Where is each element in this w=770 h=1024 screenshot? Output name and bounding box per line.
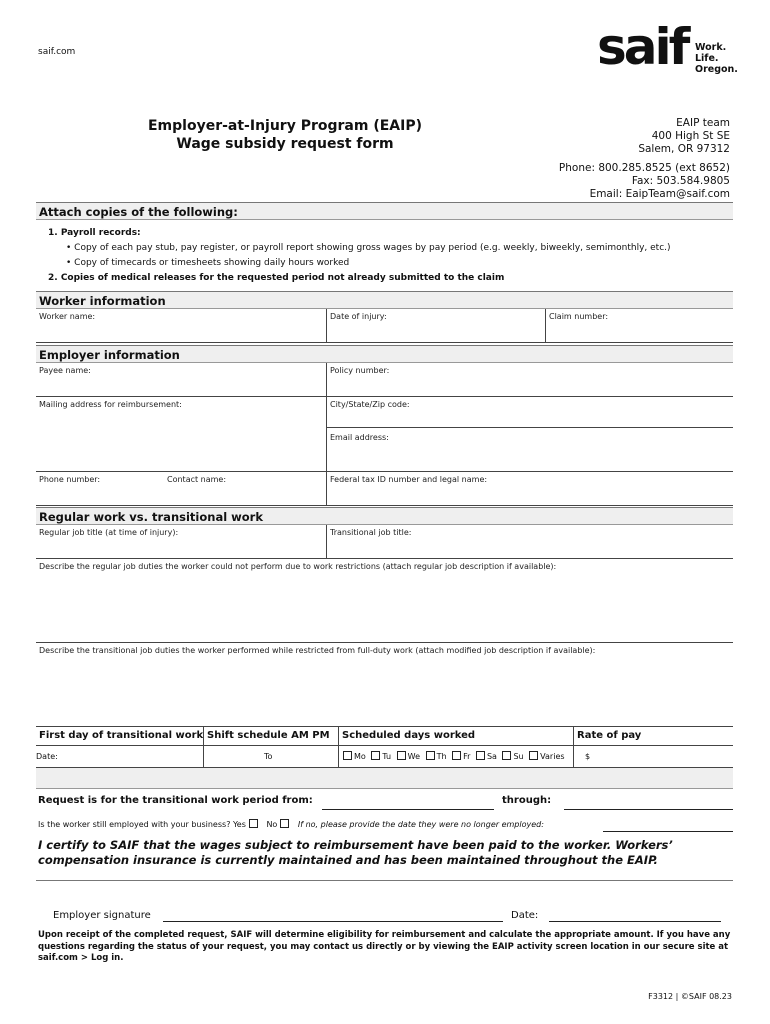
employer-row3[interactable] xyxy=(36,472,733,506)
employer-row1[interactable] xyxy=(36,363,733,397)
tagline-oregon: Oregon. xyxy=(695,64,738,75)
regular-duties-field[interactable] xyxy=(36,559,733,643)
checkbox-th[interactable] xyxy=(426,751,435,760)
attach-heading: Attach copies of the following: xyxy=(36,202,733,220)
address-line3: Salem, OR 97312 xyxy=(638,143,730,155)
regular-duties-label: Describe the regular job duties the worker could not perform due to work restrictions (attach regular job description if available): xyxy=(39,562,557,571)
signature-line[interactable] xyxy=(163,921,503,922)
address-line1: EAIP team xyxy=(676,117,730,129)
checkbox-we[interactable] xyxy=(397,751,406,760)
tax-id-label: Federal tax ID number and legal name: xyxy=(330,475,488,484)
signature-date-line[interactable] xyxy=(549,921,721,922)
policy-number-label: Policy number: xyxy=(330,366,390,375)
employer-row2[interactable] xyxy=(36,397,733,472)
request-through-label: through: xyxy=(502,795,552,806)
title-line2: Wage subsidy request form xyxy=(176,136,394,152)
work-heading: Regular work vs. transitional work xyxy=(36,507,733,525)
checkbox-no[interactable] xyxy=(280,819,289,828)
worker-name-label: Worker name: xyxy=(39,312,96,321)
schedule-table-header xyxy=(36,726,733,746)
request-from-label: Request is for the transitional work period from: xyxy=(38,795,313,806)
schedule-table-row[interactable] xyxy=(36,746,733,768)
form-id: F3312 | ©SAIF 08.23 xyxy=(648,992,732,1001)
contact-email: Email: EaipTeam@saif.com xyxy=(589,188,730,200)
title-line1: Employer-at-Injury Program (EAIP) xyxy=(147,118,422,134)
worker-heading: Worker information xyxy=(36,291,733,309)
col-rate-of-pay: Rate of pay xyxy=(577,730,642,741)
request-from-line[interactable] xyxy=(322,809,494,810)
worker-row[interactable] xyxy=(36,309,733,343)
signature-label: Employer signature xyxy=(53,910,151,921)
footer-text: Upon receipt of the completed request, SAIF will determine eligibility for reimbursement and calculate the appropriate amount. If you have any questions regarding the status of your request, you may contact us directly or by viewing the EAIP activity screen location in our secure site at saif.com > Log in. xyxy=(38,930,731,963)
dollar-sign: $ xyxy=(585,752,591,761)
logo-word: saif xyxy=(597,18,688,76)
to-label: To xyxy=(264,752,273,761)
table-spacer-bar xyxy=(36,768,733,789)
address-line2: 400 High St SE xyxy=(651,130,730,142)
transitional-job-title-label: Transitional job title: xyxy=(330,528,412,537)
mailing-address xyxy=(638,117,730,156)
contact-phone: Phone: 800.285.8525 (ext 8652) xyxy=(558,162,730,174)
days-checkboxes: Mo Tu We Th Fr Sa Su Varies xyxy=(340,751,565,761)
contact-fax: Fax: 503.584.9805 xyxy=(631,175,730,187)
col-first-day: First day of transitional work xyxy=(39,730,204,741)
checkbox-su[interactable] xyxy=(502,751,511,760)
tagline-life: Life. xyxy=(695,53,719,64)
no-longer-employed-line[interactable] xyxy=(603,831,733,832)
attach-item2: 2. Copies of medical releases for the requested period not already submitted to the claim xyxy=(48,273,505,283)
date-label: Date: xyxy=(36,752,58,761)
form-title xyxy=(110,117,460,153)
contact-name-label: Contact name: xyxy=(167,475,227,484)
contact-info xyxy=(559,162,730,201)
phone-number-label: Phone number: xyxy=(39,475,101,484)
tagline-work: Work. xyxy=(695,42,727,53)
regular-job-title-label: Regular job title (at time of injury): xyxy=(39,528,179,537)
saif-logo xyxy=(597,18,738,78)
employment-question: Is the worker still employed with your business? Yes No If no, please provide the date they were no longer employed: xyxy=(38,820,544,829)
claim-number-label: Claim number: xyxy=(549,312,609,321)
checkbox-mo[interactable] xyxy=(343,751,352,760)
transitional-duties-label: Describe the transitional job duties the worker performed while restricted from full-duty work (attach modified job description if available): xyxy=(39,646,596,655)
mailing-address-label: Mailing address for reimbursement: xyxy=(39,400,182,409)
certification-text: I certify to SAIF that the wages subject to reimbursement have been paid to the worker. Workers’ compensation insurance is currently maintained and has been maintained throughout the EAIP. xyxy=(38,838,673,867)
transitional-duties-field[interactable] xyxy=(36,643,733,726)
attach-item1: 1. Payroll records: xyxy=(48,228,141,238)
col-shift-schedule: Shift schedule AM PM xyxy=(207,730,330,741)
request-through-line[interactable] xyxy=(564,809,733,810)
checkbox-varies[interactable] xyxy=(529,751,538,760)
checkbox-sa[interactable] xyxy=(476,751,485,760)
checkbox-tu[interactable] xyxy=(371,751,380,760)
checkbox-fr[interactable] xyxy=(452,751,461,760)
col-scheduled-days: Scheduled days worked xyxy=(342,730,476,741)
employer-heading: Employer information xyxy=(36,345,733,363)
payee-name-label: Payee name: xyxy=(39,366,91,375)
job-title-row[interactable] xyxy=(36,525,733,559)
attach-bullet2: • Copy of timecards or timesheets showing daily hours worked xyxy=(66,258,350,268)
site-url: saif.com xyxy=(38,47,76,57)
attach-list xyxy=(48,226,671,286)
date-of-injury-label: Date of injury: xyxy=(330,312,387,321)
signature-date-label: Date: xyxy=(511,910,539,921)
city-state-zip-label: City/State/Zip code: xyxy=(330,400,410,409)
checkbox-yes[interactable] xyxy=(249,819,258,828)
logo-tagline xyxy=(695,42,738,75)
attach-bullet1: • Copy of each pay stub, pay register, or payroll report showing gross wages by pay period (e.g. weekly, biweekly, semimonthly, etc.) xyxy=(66,243,671,253)
email-address-label: Email address: xyxy=(330,433,389,442)
